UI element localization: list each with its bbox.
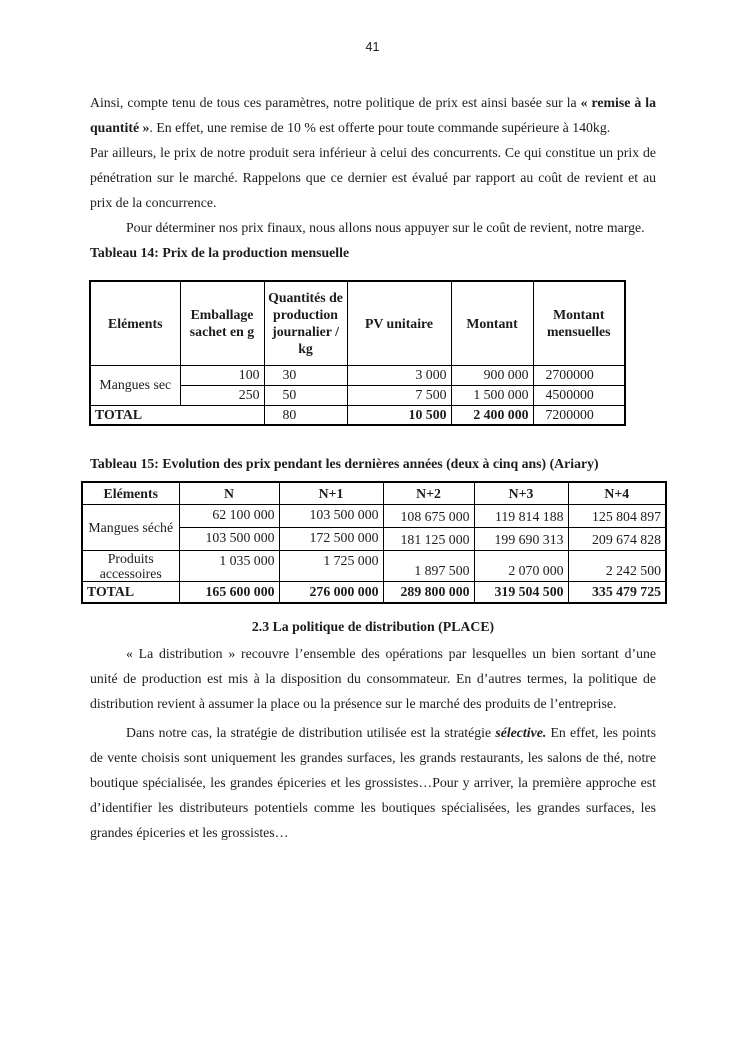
table-cell: 100 [180,365,264,385]
column-header-emballage: Emballage sachet en g [180,281,264,365]
table-cell: 80 [264,405,347,425]
table-cell: 2 070 000 [474,551,568,582]
table-cell: 276 000 000 [279,582,383,603]
table-cell: 3 000 [347,365,451,385]
table-cell: 1 035 000 [179,551,279,582]
paragraph-selective-strategy [90,720,656,845]
column-header-quantites: Quantités de production journalier / kg [264,281,347,365]
table-cell: 103 500 000 [179,528,279,551]
table14-row-mangues-100 [90,365,625,385]
table-cell: 165 600 000 [179,582,279,603]
table-cell-element: Produits accessoires [82,551,179,582]
text-run: En effet, les points de vente choisis sont uniquement les grandes surfaces, les grands restaurants, les salons de thé, notre boutique spécialisée, les grandes épiceries et les grossistes…Pour y arriver, la première approche est d’identifier les distributeurs potentiels comme les boutiques spécialisées, les grandes surfaces, les grandes épiceries et les grossistes… [90,724,656,840]
table-cell: 7200000 [533,405,625,425]
table-cell-total-label: TOTAL [90,405,264,425]
table-cell: 250 [180,385,264,405]
table-cell-element: Mangues séché [82,505,179,551]
paragraph-pricing-policy [90,90,656,140]
table-cell: 209 674 828 [568,528,666,551]
text-run: . En effet, une remise de 10 % est offerte pour toute commande supérieure à 140kg. [149,120,611,135]
table-cell: 7 500 [347,385,451,405]
table-cell: 181 125 000 [383,528,474,551]
table-cell: 50 [264,385,347,405]
column-header-elements: Eléments [90,281,180,365]
table15-total-row [82,582,666,603]
column-header-elements: Eléments [82,482,179,505]
table-cell: 125 804 897 [568,505,666,528]
table-cell: 62 100 000 [179,505,279,528]
section-heading-distribution: 2.3 La politique de distribution (PLACE) [251,618,495,634]
table-cell: 1 897 500 [383,551,474,582]
table14-total-row [90,405,625,425]
text-run-bold-italic-selective: sélective. [495,724,547,740]
table14-title: Tableau 14: Prix de la production mensuelle [90,245,350,260]
table-cell: 900 000 [451,365,533,385]
column-header-n: N [179,482,279,505]
table-cell: 289 800 000 [383,582,474,603]
table-cell: 119 814 188 [474,505,568,528]
table-cell: 108 675 000 [383,505,474,528]
table15-price-evolution [81,481,667,604]
column-header-n1: N+1 [279,482,383,505]
column-header-n4: N+4 [568,482,666,505]
column-header-montant: Montant [451,281,533,365]
table-cell: 2 242 500 [568,551,666,582]
paragraph-determine-price: Pour déterminer nos prix finaux, nous allons nous appuyer sur le coût de revient, notre marge. [126,220,645,235]
table14-header-row [90,281,625,365]
table15-row-mangues-1 [82,505,666,528]
table-cell: 30 [264,365,347,385]
table15-header-row [82,482,666,505]
text-run: Ainsi, compte tenu de tous ces paramètres, notre politique de prix est ainsi basée sur la [90,95,581,110]
table-cell: 2 400 000 [451,405,533,425]
text-run-bold-remise: « remise à la quantité » [90,95,656,135]
table-cell: 10 500 [347,405,451,425]
paragraph-penetration-price: Par ailleurs, le prix de notre produit sera inférieur à celui des concurrents. Ce qui constitue un prix de pénétration sur le marché. Rappelons que ce dernier est évalué par rapport au coût de revient et au prix de la concurrence. [90,145,656,210]
table-cell: 103 500 000 [279,505,383,528]
table-cell: 172 500 000 [279,528,383,551]
page-content [87,90,661,845]
column-header-n2: N+2 [383,482,474,505]
table-cell: 1 500 000 [451,385,533,405]
column-header-montant-mensuelles: Montant mensuelles [533,281,625,365]
table14-production-prices [89,280,626,426]
table-cell: 319 504 500 [474,582,568,603]
table-cell: 335 479 725 [568,582,666,603]
table-cell: 2700000 [533,365,625,385]
table15-row-produits-accessoires [82,551,666,582]
table-cell-element: Mangues sec [90,365,180,405]
column-header-pv-unitaire: PV unitaire [347,281,451,365]
paragraph-distribution-definition: « La distribution » recouvre l’ensemble des opérations par lesquelles un bien sortant d’une unité de production est mis à la disposition du consommateur. En d’autres termes, la politique de distribution revient à assumer la place ou la présence sur le marché des produits de l’entreprise. [90,645,656,711]
table15-title: Tableau 15: Evolution des prix pendant les dernières années (deux à cinq ans) (Ariary) [90,456,599,471]
table-cell: 1 725 000 [279,551,383,582]
column-header-n3: N+3 [474,482,568,505]
page-number: 41 [365,40,380,54]
table-cell: 4500000 [533,385,625,405]
table-cell: 199 690 313 [474,528,568,551]
text-run: Dans notre cas, la stratégie de distribution utilisée est la stratégie [126,724,496,740]
table-cell-total-label: TOTAL [82,582,179,603]
